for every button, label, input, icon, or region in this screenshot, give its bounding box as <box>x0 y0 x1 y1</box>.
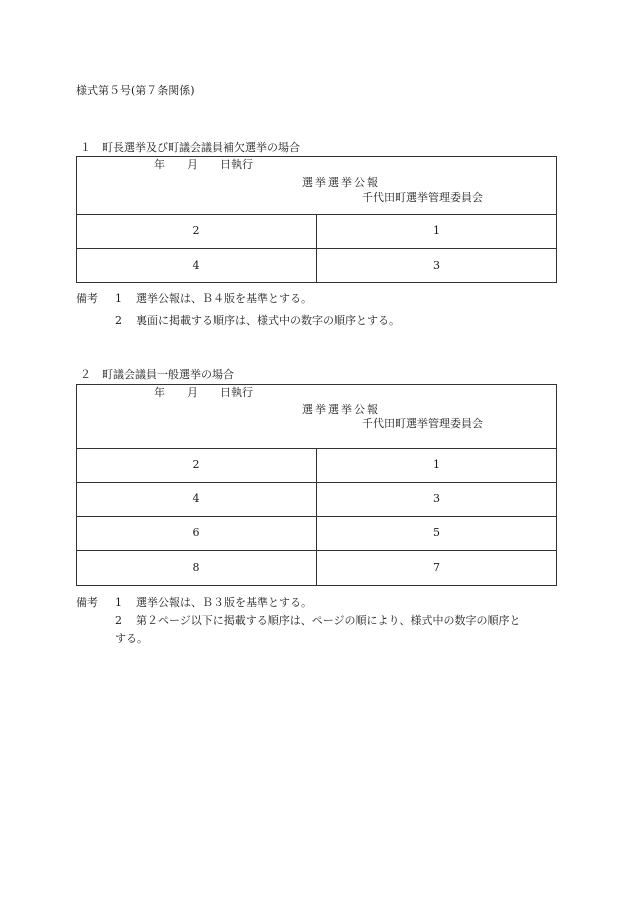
section2-committee: 千代田町選挙管理委員会 <box>362 417 483 430</box>
form-title: 様式第５号(第７条関係) <box>76 84 195 97</box>
note-text: 第２ページ以下に掲載する順序は、ページの順により、様式中の数字の順序と <box>136 614 521 627</box>
section2-cell-left: 2 <box>192 458 200 471</box>
note-number: 1 <box>115 596 122 609</box>
section2-heading: ２ 町議会議員一般選挙の場合 <box>80 368 234 381</box>
section2-cell-left: 4 <box>192 492 200 505</box>
note-text-continuation: する。 <box>115 632 148 645</box>
section2-cell-left: 8 <box>192 561 200 574</box>
section2-cell-right: 1 <box>433 458 440 471</box>
section2-date-label: 年 月 日執行 <box>154 386 253 399</box>
note-text: 裏面に掲載する順序は、様式中の数字の順序とする。 <box>136 314 400 327</box>
section1-cell-left: 4 <box>192 259 200 272</box>
section1-publication-title: 選挙選挙公報 <box>302 176 380 189</box>
note-number: 2 <box>115 314 122 327</box>
section2-cell-right: 3 <box>433 492 440 505</box>
section1-cell-right: 1 <box>433 224 440 237</box>
section1-committee: 千代田町選挙管理委員会 <box>362 191 483 204</box>
note-text: 選挙公報は、Ｂ３版を基準とする。 <box>136 596 312 609</box>
note-number: 1 <box>115 292 122 305</box>
section1-date-label: 年 月 日執行 <box>154 158 253 171</box>
section1-heading: １ 町長選挙及び町議会議員補欠選挙の場合 <box>80 141 300 154</box>
notes-label: 備考 <box>76 596 98 609</box>
section1-cell-left: 2 <box>192 224 200 237</box>
section2-publication-title: 選挙選挙公報 <box>302 403 380 416</box>
section1-cell-right: 3 <box>433 259 440 272</box>
section2-cell-right: 5 <box>433 526 440 539</box>
notes-label: 備考 <box>76 292 98 305</box>
section2-cell-right: 7 <box>433 561 440 574</box>
note-text: 選挙公報は、Ｂ４版を基準とする。 <box>136 292 312 305</box>
note-number: 2 <box>115 614 122 627</box>
section2-cell-left: 6 <box>192 526 200 539</box>
